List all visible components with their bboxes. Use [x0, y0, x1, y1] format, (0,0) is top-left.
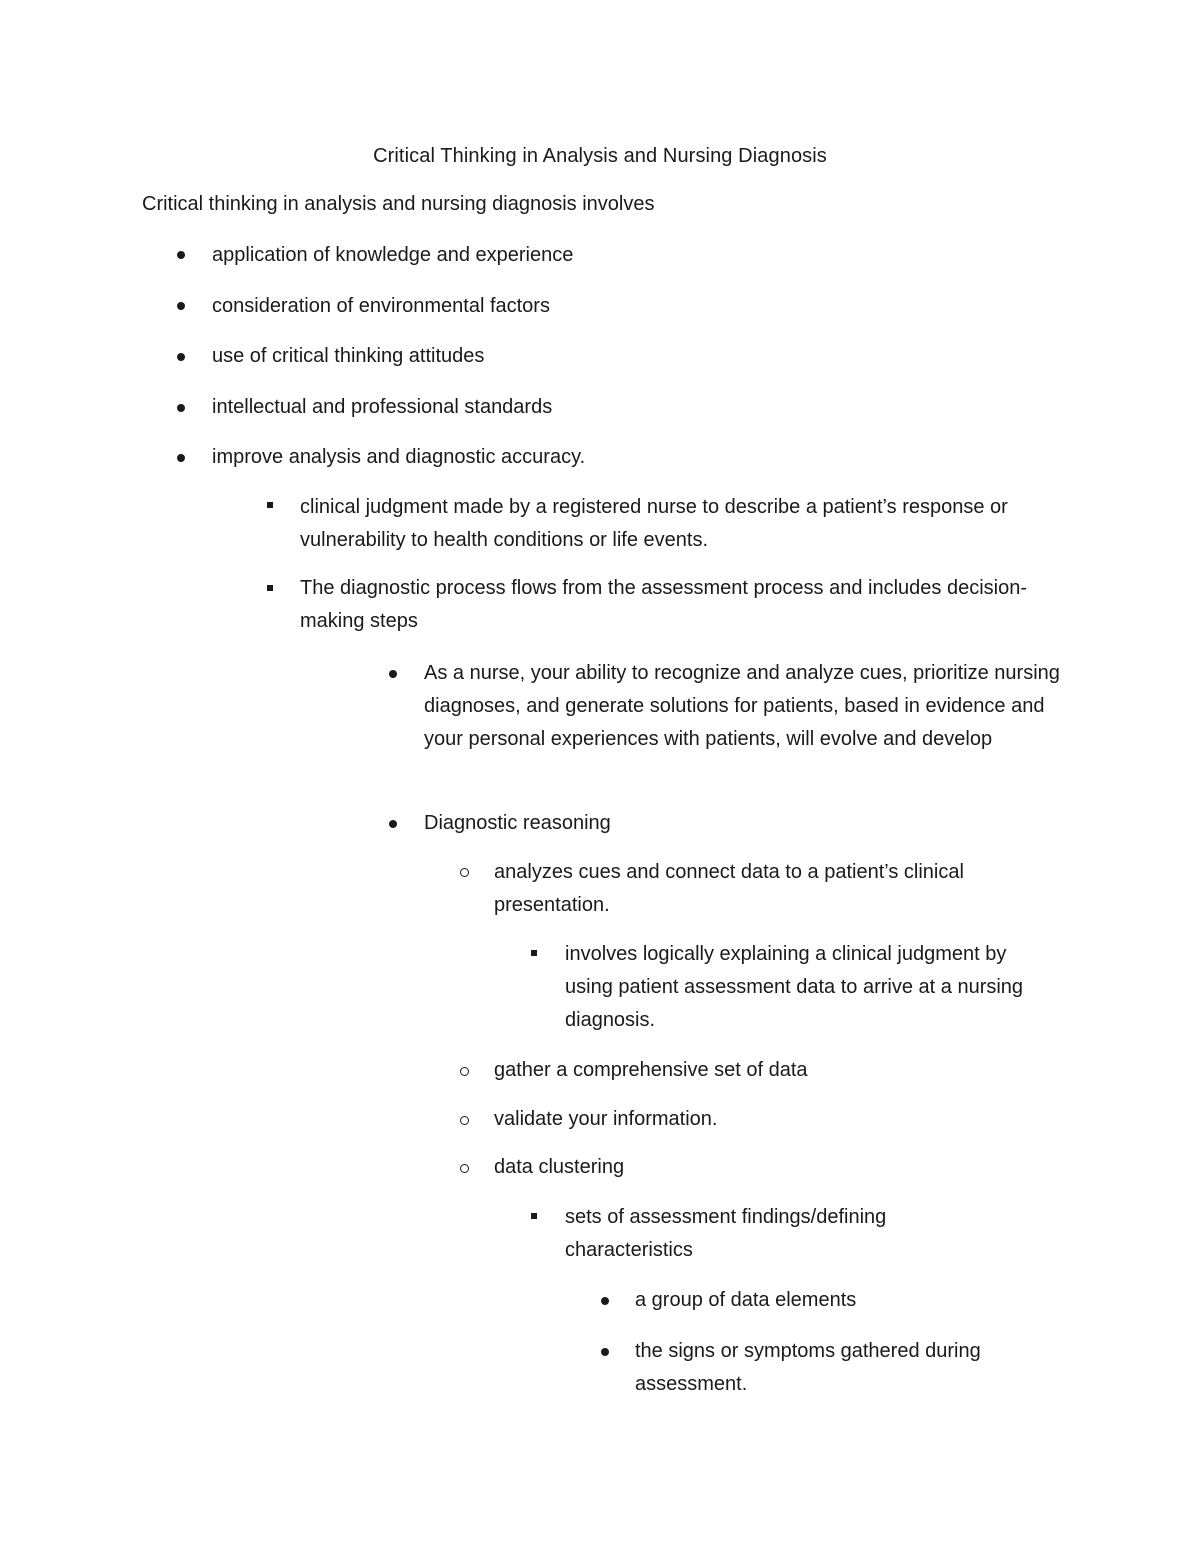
bullet-ring-icon — [460, 1067, 469, 1076]
bullet-dot-icon — [601, 1348, 609, 1356]
bullet-ring-icon — [460, 868, 469, 877]
list-item-text: Diagnostic reasoning — [424, 812, 611, 834]
bullet-dot-icon — [389, 820, 397, 828]
list-item-text: sets of assessment findings/defining characteristics — [565, 1206, 887, 1261]
bullet-square-icon — [267, 502, 273, 508]
bullet-dot-icon — [177, 353, 185, 361]
list-item-text: clinical judgment made by a registered nurse to describe a patient’s response or vulnerability to health conditions or life events. — [300, 496, 1008, 551]
bullet-ring-icon — [460, 1116, 469, 1125]
document-title: Critical Thinking in Analysis and Nursing Diagnosis — [373, 145, 827, 167]
bullet-ring-icon — [460, 1164, 469, 1173]
bullet-dot-icon — [601, 1297, 609, 1305]
bullet-square-icon — [531, 950, 537, 956]
bullet-dot-icon — [177, 404, 185, 412]
list-item-text: intellectual and professional standards — [212, 396, 553, 418]
bullet-dot-icon — [177, 251, 185, 259]
bullet-dot-icon — [177, 302, 185, 310]
list-item-text: improve analysis and diagnostic accuracy. — [212, 446, 586, 468]
list-item-text: involves logically explaining a clinical judgment by using patient assessment data to arrive at a nursing diagnosis. — [565, 943, 1024, 1031]
bullet-square-icon — [267, 585, 273, 591]
bullet-square-icon — [531, 1213, 537, 1219]
list-item-text: the signs or symptoms gathered during assessment. — [635, 1340, 981, 1395]
list-item-text: consideration of environmental factors — [212, 295, 550, 317]
list-item-text: validate your information. — [494, 1108, 718, 1130]
list-item-text: data clustering — [494, 1156, 625, 1178]
list-item-text: use of critical thinking attitudes — [212, 345, 485, 367]
bullet-dot-icon — [389, 670, 397, 678]
bullet-dot-icon — [177, 454, 185, 462]
list-item-text: As a nurse, your ability to recognize and analyze cues, prioritize nursing diagnoses, and generate solutions for patients, based in evidence and your personal experiences with patients, will evolve and develop — [424, 662, 1060, 750]
list-item-text: gather a comprehensive set of data — [494, 1059, 808, 1081]
list-item-text: application of knowledge and experience — [212, 244, 574, 266]
intro-paragraph: Critical thinking in analysis and nursing diagnosis involves — [142, 193, 655, 215]
list-item-text: The diagnostic process flows from the assessment process and includes decision-making steps — [300, 577, 1028, 632]
list-item-text: analyzes cues and connect data to a patient’s clinical presentation. — [494, 861, 964, 916]
list-item-text: a group of data elements — [635, 1289, 857, 1311]
